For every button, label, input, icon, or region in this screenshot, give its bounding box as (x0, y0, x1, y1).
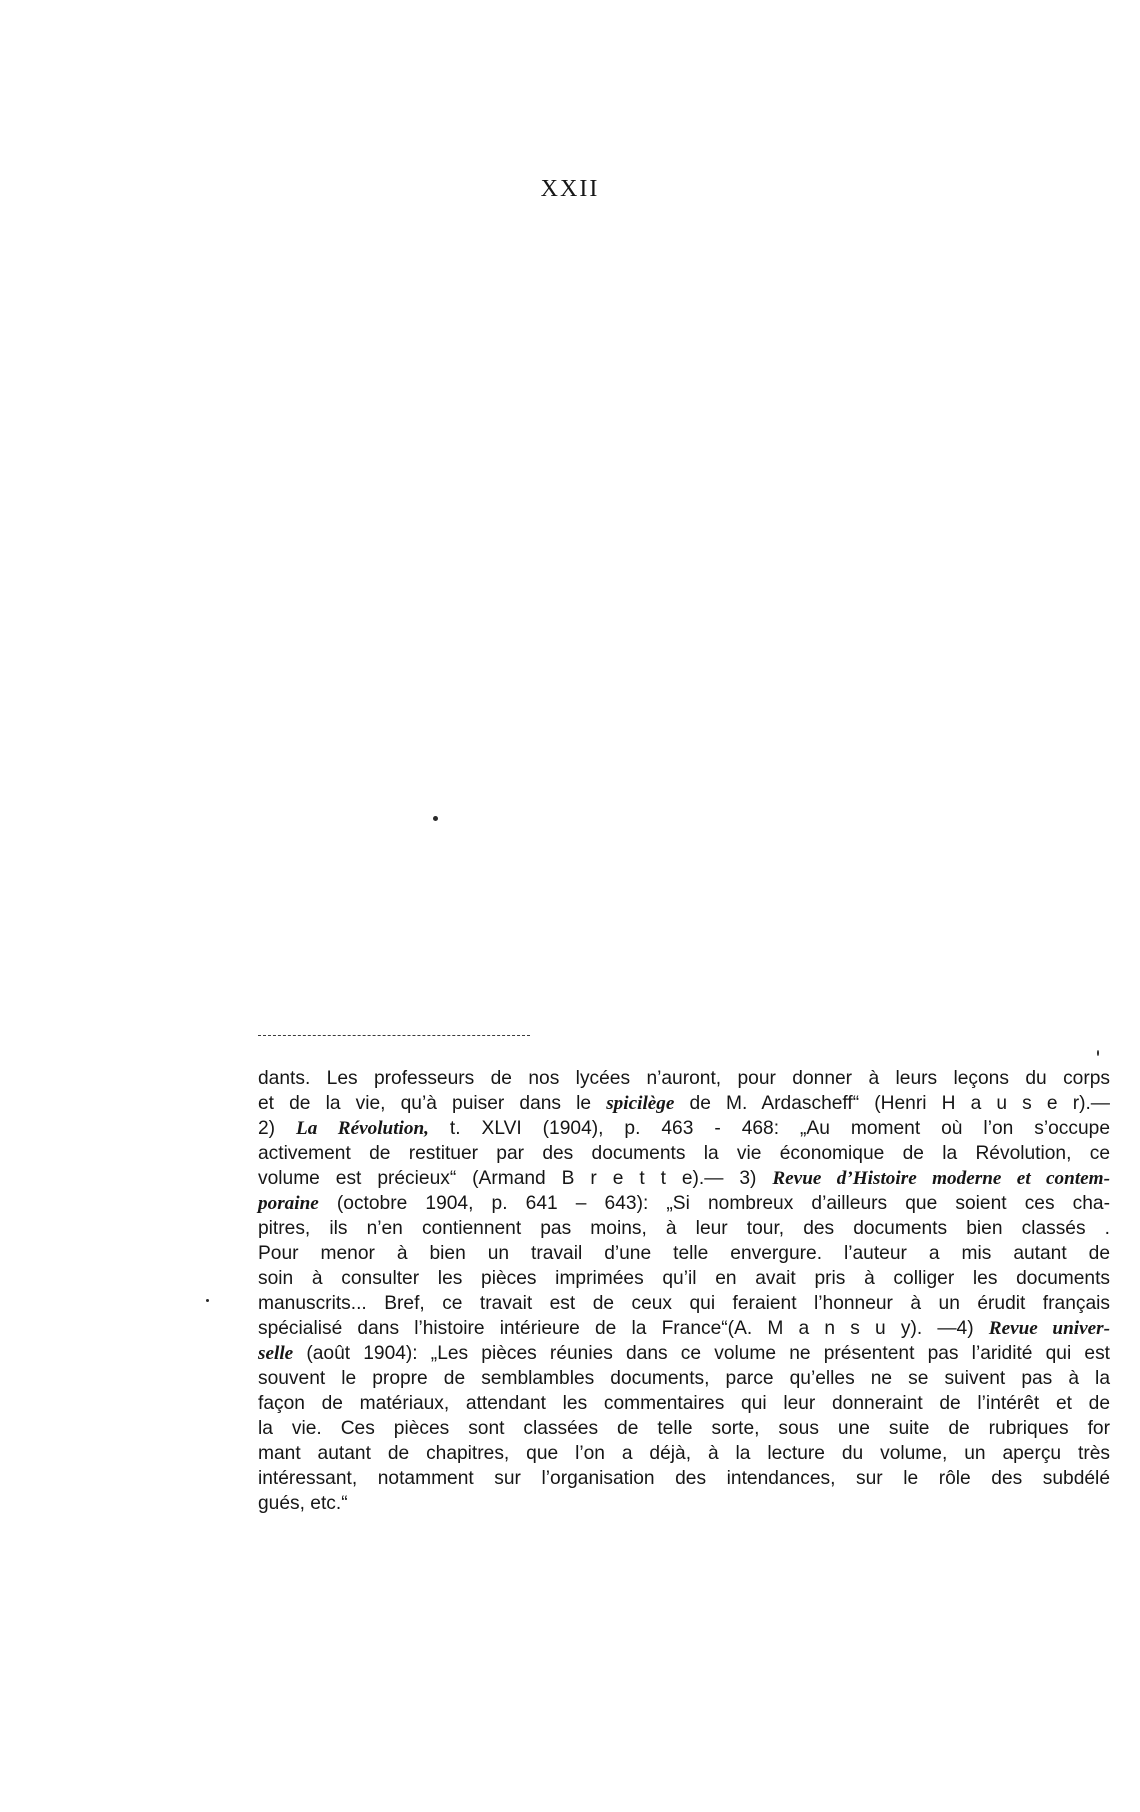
footnote-line (258, 1466, 1110, 1491)
text-run: manuscrits... Bref, ce travait est de ceux qui feraient l’honneur à un érudit français (258, 1293, 1110, 1314)
footnote-line (258, 1266, 1110, 1291)
text-run: dants. Les professeurs de nos lycées n’auront, pour donner à leurs leçons du corps (258, 1068, 1110, 1089)
italic-title: poraine (258, 1193, 319, 1214)
text-run: de M. Ardascheff“ (Henri H a u s e r).— (674, 1093, 1110, 1114)
footnote-line (258, 1491, 1110, 1516)
text-run: t. XLVI (1904), p. 463 - 468: „Au moment où l’on s’occupe (428, 1118, 1110, 1139)
text-run: la vie. Ces pièces sont classées de telle sorte, sous une suite de rubriques for (258, 1418, 1110, 1439)
text-run: souvent le propre de semblambles documents, parce qu’elles ne se suivent pas à la (258, 1368, 1110, 1389)
text-run: façon de matériaux, attendant les commentaires qui leur donneraint de l’intérêt et de (258, 1393, 1110, 1414)
italic-title: spicilège (606, 1093, 675, 1114)
footnote-line (258, 1191, 1110, 1216)
text-run: activement de restituer par des documents la vie économique de la Révolution, ce (258, 1143, 1110, 1164)
footnote-line (258, 1441, 1110, 1466)
text-run: spécialisé dans l’histoire intérieure de la France“(A. M a n s u y). —4) (258, 1318, 989, 1339)
footnote-line (258, 1366, 1110, 1391)
italic-title: Revue univer- (988, 1318, 1110, 1339)
text-run: Pour menor à bien un travail d’une telle envergure. l’auteur a mis autant de (258, 1243, 1110, 1264)
text-run: (octobre 1904, p. 641 – 643): „Si nombreux d’ailleurs que soient ces cha- (318, 1193, 1110, 1214)
italic-title: selle (258, 1343, 294, 1364)
footnote-line (258, 1416, 1110, 1441)
scan-speck (206, 1299, 209, 1302)
page-number: XXII (540, 176, 600, 202)
footnote-line (258, 1291, 1110, 1316)
text-run: et de la vie, qu’à puiser dans le (258, 1093, 607, 1114)
footnote-line (258, 1066, 1110, 1091)
footnote-line (258, 1216, 1110, 1241)
text-run: 2) (258, 1118, 297, 1139)
text-run: gués, etc.“ (258, 1493, 348, 1514)
footnote-line (258, 1241, 1110, 1266)
text-run: intéressant, notamment sur l’organisation des intendances, sur le rôle des subdélé (258, 1468, 1110, 1489)
text-run: (août 1904): „Les pièces réunies dans ce volume ne présentent pas l’aridité qui est (293, 1343, 1110, 1364)
footnote-line (258, 1141, 1110, 1166)
italic-title: La Révolution, (296, 1118, 429, 1139)
text-run: volume est précieux“ (Armand B r e t t e).— 3) (258, 1168, 773, 1189)
italic-title: Revue d’Histoire moderne et contem- (772, 1168, 1110, 1189)
footnote-separator (258, 1035, 530, 1036)
footnote-line (258, 1341, 1110, 1366)
footnote-line (258, 1091, 1110, 1116)
text-run: mant autant de chapitres, que l’on a déjà, à la lecture du volume, un aperçu très (258, 1443, 1110, 1464)
footnote-line (258, 1316, 1110, 1341)
footnote-text (258, 1066, 1110, 1516)
text-run: pitres, ils n’en contiennent pas moins, à leur tour, des documents bien classés . (258, 1218, 1110, 1239)
footnote-line (258, 1116, 1110, 1141)
footnote-line (258, 1391, 1110, 1416)
text-run: soin à consulter les pièces imprimées qu’il en avait pris à colliger les documents (258, 1268, 1110, 1289)
scan-speck (433, 816, 438, 821)
scan-speck (1097, 1050, 1099, 1056)
footnote-line (258, 1166, 1110, 1191)
